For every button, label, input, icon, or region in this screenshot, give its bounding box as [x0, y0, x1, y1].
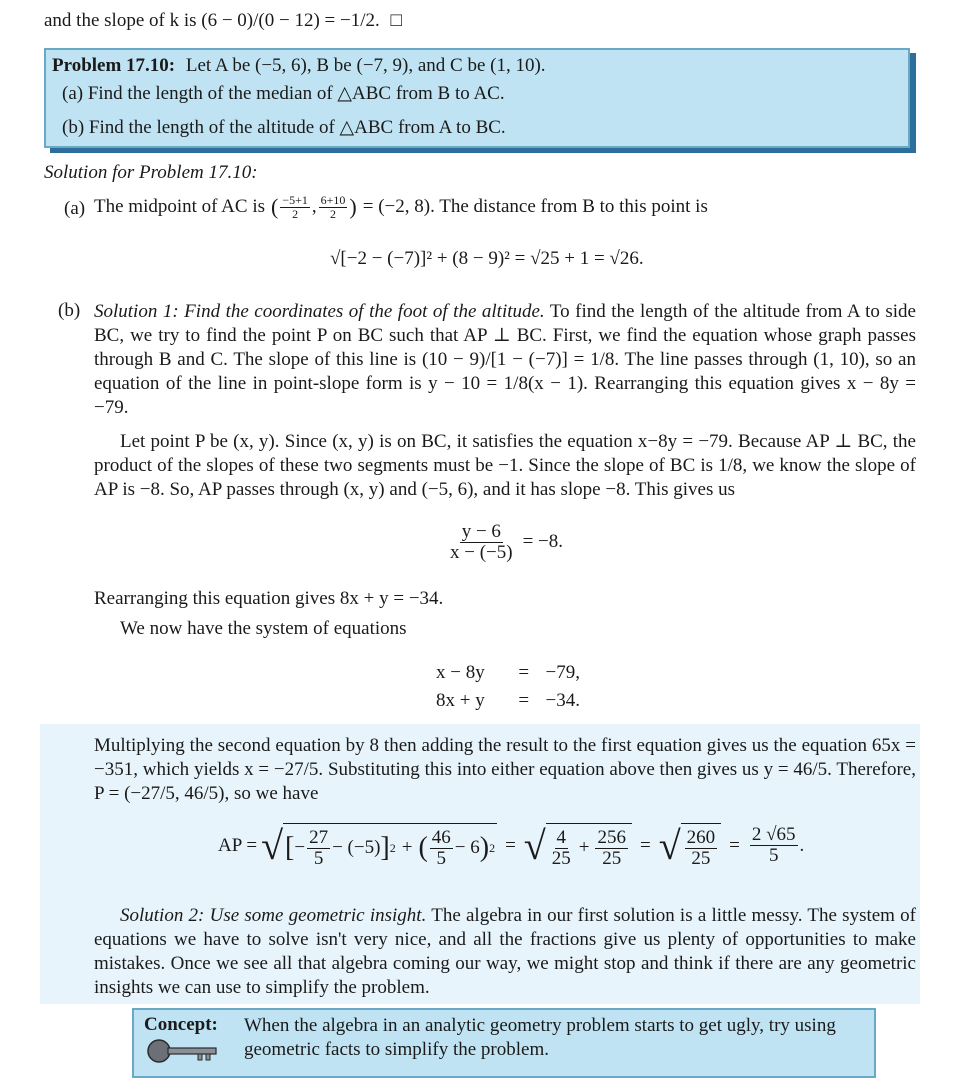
system-row-1	[436, 662, 580, 684]
ap-f4-den: 25	[602, 847, 622, 869]
ap-f2-den: 5	[436, 847, 447, 869]
part-b-para1	[94, 300, 916, 420]
sol1-title: Solution 1: Find the coordinates of the foot of the altitude.	[94, 301, 545, 322]
ap-f3-num: 4	[556, 826, 566, 848]
ap-frac-4	[595, 828, 628, 869]
system-2-eq: =	[518, 690, 530, 711]
ap-f5-num: 260	[686, 826, 716, 848]
part-b-para4	[94, 904, 916, 1000]
ap-f6-den: 5	[768, 845, 779, 866]
sol2-title: Solution 2: Use some geometric insight.	[120, 905, 427, 926]
problem-label: Problem 17.10:	[52, 55, 176, 76]
system-1-lhs: x − 8y	[436, 662, 485, 683]
ap-frac-2	[430, 828, 453, 869]
system-1-eq: =	[518, 662, 530, 683]
ap-frac-5	[685, 828, 718, 869]
mid-fraction-1	[280, 194, 310, 220]
distance-equation: √[−2 − (−7)]² + (8 − 9)² = √25 + 1 = √26.	[330, 248, 644, 269]
mid-fraction-1-num: −5+1	[282, 193, 308, 207]
ap-f6-num: 2 √65	[751, 824, 796, 846]
slope-fraction	[448, 522, 515, 563]
problem-statement: Let A be (−5, 6), B be (−7, 9), and C be (1, 10).	[185, 55, 546, 76]
para1-text: To find the length of the altitude from A to side BC, we try to find the point P on BC such that AP ⊥ BC. First, we find the equation whose graph passes through B and C. The slope of this line is (10 − 9)/[1 − (−7)] = 1/8. The line passes through (1, 10), so an equation of the line in point-slope form is y − 10 = 1/8(x − 1). Rearranging this equation gives x − 8y = −79.	[94, 301, 916, 418]
mid-fraction-2-den: 2	[330, 206, 337, 221]
rearranging-line: Rearranging this equation gives 8x + y = −34.	[94, 588, 444, 609]
midpoint-intro: The midpoint of AC is	[94, 196, 265, 218]
concept-text: When the algebra in an analytic geometry problem starts to get ugly, try using geometric facts to simplify the problem.	[244, 1015, 836, 1060]
system-2-lhs: 8x + y	[436, 690, 485, 711]
ap-f1-num: 27	[309, 826, 329, 848]
ap-frac-3	[550, 828, 573, 869]
slope-num: y − 6	[461, 521, 501, 542]
slope-equation	[446, 522, 563, 563]
problem-part-b: (b) Find the length of the altitude of △ABC from A to BC.	[62, 117, 506, 138]
system-2-rhs: −34.	[545, 690, 580, 711]
slope-rhs: = −8.	[522, 531, 564, 553]
top-line-text: and the slope of k is (6 − 0)/(0 − 12) = −1/2.	[44, 10, 380, 31]
ap-f2-num: 46	[431, 826, 451, 848]
ap-f5-den: 25	[691, 847, 711, 869]
part-b-para2: Let point P be (x, y). Since (x, y) is on BC, it satisfies the equation x−8y = −79. Because AP ⊥ BC, the product of the slopes of these two segments must be −1. Since the slope of BC is 1/8, we know the slope of AP is −8. So, AP passes through (x, y) and (−5, 6), and it has slope −8. This gives us	[94, 431, 916, 500]
qed-symbol: □	[390, 10, 402, 31]
concept-label-text: Concept:	[144, 1014, 218, 1035]
part-b-para3: Multiplying the second equation by 8 then adding the result to the first equation gives us the equation 65x = −351, which yields x = −27/5. Substituting this into either equation above then gives us y = 46/5. Therefore, P = (−27/5, 46/5), so we have	[94, 735, 916, 804]
problem-statement-line	[52, 55, 546, 77]
para4-text: The algebra in our first solution is a little messy. The system of equations we have to solve isn't very nice, and all the fractions give us plenty of opportunities to make mistakes. Once we see all that algebra coming our way, we might stop and think if there are any geometric insights we can use to simplify the problem.	[94, 905, 917, 998]
system-row-2	[436, 690, 580, 712]
concept-label	[144, 1014, 218, 1036]
midpoint-result: = (−2, 8). The distance from B to this point is	[362, 196, 708, 218]
ap-equation: AP = √ [ − $\frac{27}{5}$ − (−5) ] 2 + ( $\frac{46}{5}$ − 6 ) 2 = √ $\frac{4}{25}$ + $\frac{256}{25}$ = √ $\frac{260}{25}$ = $\frac{2 √65}{5}$ .	[218, 823, 805, 869]
mid-fraction-1-den: 2	[292, 206, 299, 221]
ap-frac-1	[307, 828, 330, 869]
ap-f3-den: 25	[551, 847, 571, 869]
mid-fraction-2-num: 6+10	[320, 193, 346, 207]
system-intro: We now have the system of equations	[120, 618, 407, 639]
mid-fraction-2	[319, 194, 348, 220]
problem-part-a: (a) Find the length of the median of △ABC from B to AC.	[62, 83, 505, 104]
key-icon	[146, 1038, 220, 1064]
ap-lhs: AP =	[218, 834, 258, 856]
solution-heading: Solution for Problem 17.10:	[44, 162, 258, 183]
slope-den: x − (−5)	[450, 541, 513, 563]
ap-frac-6	[750, 825, 798, 866]
system-1-rhs: −79,	[545, 662, 580, 683]
part-a-midpoint-line: The midpoint of AC is ( $\frac{-5+1}{2}$ , $\frac{6+10}{2}$ ) = (−2, 8). The distance from B to this point is	[94, 193, 708, 221]
part-b-label: (b)	[58, 300, 81, 321]
ap-f1-den: 5	[313, 847, 324, 869]
ap-f4-num: 256	[597, 826, 626, 848]
part-a-label: (a)	[64, 198, 86, 219]
top-line	[44, 10, 402, 32]
